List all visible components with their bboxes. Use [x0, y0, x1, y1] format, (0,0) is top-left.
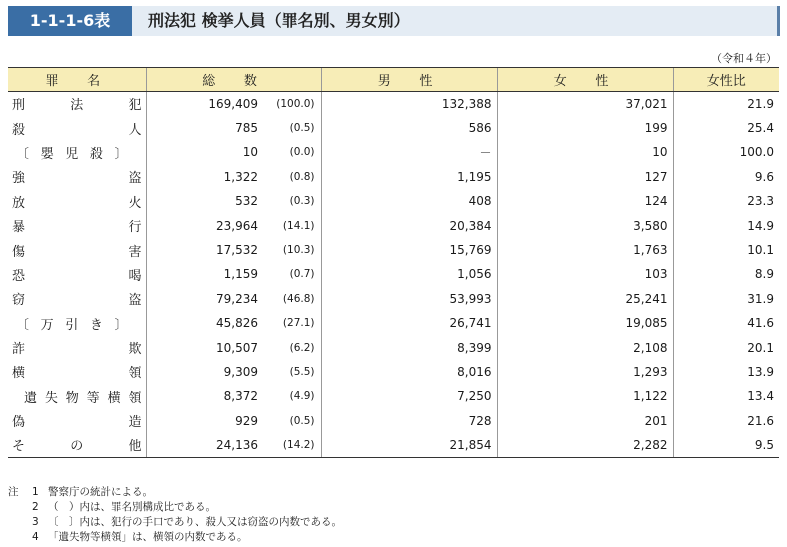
cell-total: 1,159	[223, 267, 258, 282]
cell-female: 19,085	[497, 311, 673, 335]
cell-male: 586	[321, 116, 497, 140]
cell-crime-name	[8, 311, 146, 335]
cell-female: 1,293	[497, 360, 673, 384]
cell-composition: (27.1)	[262, 311, 321, 335]
cell-crime-name	[8, 384, 146, 408]
crime-name-label: 詐 欺	[12, 342, 142, 358]
cell-female: 124	[497, 189, 673, 213]
cell-crime-name	[8, 165, 146, 189]
cell-crime-name	[8, 213, 146, 237]
table-row	[8, 384, 779, 408]
table-row	[8, 335, 779, 359]
cell-total: 532	[235, 194, 258, 209]
table-row	[8, 409, 779, 433]
crime-name-label: 殺 人	[12, 122, 142, 138]
cell-female: 1,763	[497, 238, 673, 262]
footnote-lead: 注	[8, 486, 19, 498]
cell-composition: (6.2)	[262, 335, 321, 359]
cell-male: 132,388	[321, 92, 497, 116]
table-row	[8, 189, 779, 213]
col-header-total: 総 数	[146, 68, 321, 92]
cell-crime-name	[8, 238, 146, 262]
cell-composition: (14.2)	[262, 433, 321, 457]
footnote-number: 3	[32, 516, 39, 528]
cell-female-ratio: 9.6	[754, 169, 774, 184]
crime-name-label: 刑 法 犯	[12, 98, 142, 114]
cell-total: 24,136	[146, 433, 262, 457]
cell-female-ratio: 41.6	[747, 316, 774, 331]
cell-female-ratio: 14.9	[747, 218, 774, 233]
footnote-number: 1	[32, 486, 39, 498]
cell-female-ratio: 8.9	[754, 267, 774, 282]
table-row	[8, 213, 779, 237]
cell-crime-name	[8, 360, 146, 384]
cell-composition: (0.3)	[262, 189, 321, 213]
cell-composition: (100.0)	[262, 92, 321, 116]
footnote-item	[8, 500, 342, 515]
cell-male: 53,993	[321, 287, 497, 311]
footnote-text: 〔 〕内は、犯行の手口であり、殺人又は窃盗の内数である。	[48, 516, 342, 528]
cell-total: 79,234	[216, 291, 258, 306]
cell-male: 1,195	[321, 165, 497, 189]
cell-total: 17,532	[216, 243, 258, 258]
table-row	[8, 262, 779, 286]
col-header-ratio: 女性比	[673, 68, 779, 92]
col-header-male: 男 性	[321, 68, 497, 92]
cell-female-ratio: 31.9	[747, 291, 774, 306]
cell-crime-name	[8, 287, 146, 311]
cell-crime-name	[8, 116, 146, 140]
cell-crime-name	[8, 92, 146, 116]
crime-name-label: 恐 喝	[12, 268, 142, 284]
table-row	[8, 360, 779, 384]
table-row	[8, 433, 779, 457]
cell-female-ratio: 100.0	[739, 145, 774, 160]
cell-crime-name	[8, 335, 146, 359]
cell-male: 21,854	[321, 433, 497, 457]
footnote-text: 警察庁の統計による。	[48, 486, 153, 498]
crime-name-label: 傷 害	[12, 244, 142, 260]
cell-female-ratio: 10.1	[747, 243, 774, 258]
crime-name-label: そ の 他	[12, 439, 142, 455]
cell-female: 199	[497, 116, 673, 140]
table-row	[8, 238, 779, 262]
cell-composition: (5.5)	[262, 360, 321, 384]
cell-male: 20,384	[321, 213, 497, 237]
cell-female: 103	[497, 262, 673, 286]
table-row	[8, 116, 779, 140]
cell-male: 15,769	[321, 238, 497, 262]
header-row	[8, 68, 779, 92]
cell-female: 10	[497, 140, 673, 164]
cell-male: 7,250	[321, 384, 497, 408]
cell-composition: (46.8)	[262, 287, 321, 311]
cell-female-ratio: 25.4	[747, 121, 774, 136]
cell-female: 1,122	[497, 384, 673, 408]
footnote-item	[8, 515, 342, 530]
cell-total: 23,964	[216, 218, 258, 233]
cell-female: 2,282	[497, 433, 673, 457]
cell-female: 25,241	[497, 287, 673, 311]
table-row	[8, 140, 779, 164]
footnote-item	[8, 530, 342, 545]
footnotes	[8, 485, 342, 545]
cell-composition: (0.5)	[262, 409, 321, 433]
col-header-female: 女 性	[497, 68, 673, 92]
col-header-name: 罪 名	[8, 68, 146, 92]
crime-name-label: 偽 造	[12, 415, 142, 431]
table-row	[8, 165, 779, 189]
cell-female-ratio: 9.5	[673, 433, 779, 457]
cell-total: 169,409	[208, 96, 258, 111]
title-bar	[8, 6, 780, 36]
cell-composition: (0.0)	[262, 140, 321, 164]
cell-female-ratio: 13.4	[747, 389, 774, 404]
arrest-table	[8, 67, 779, 458]
footnote-lead	[8, 515, 32, 530]
table-row	[8, 311, 779, 335]
cell-total: 10,507	[216, 340, 258, 355]
cell-composition: (0.8)	[262, 165, 321, 189]
cell-male: 1,056	[321, 262, 497, 286]
footnote-item	[8, 485, 342, 500]
cell-female-ratio: 20.1	[747, 340, 774, 355]
cell-male: 728	[321, 409, 497, 433]
cell-female: 3,580	[497, 213, 673, 237]
table-row	[8, 287, 779, 311]
footnote-number: 2	[32, 501, 39, 513]
cell-female: 37,021	[497, 92, 673, 116]
footnote-lead	[8, 530, 32, 545]
cell-total: 10	[242, 145, 258, 160]
cell-male: －	[321, 140, 497, 164]
cell-total: 1,322	[223, 169, 258, 184]
year-note: （令和４年）	[711, 52, 777, 65]
cell-total: 9,309	[223, 364, 258, 379]
crime-name-label: 窃 盗	[12, 293, 142, 309]
crime-name-label: 遺 失 物 等 横 領	[24, 390, 142, 406]
cell-crime-name	[8, 433, 146, 457]
table-body	[8, 92, 779, 458]
table-row	[8, 92, 779, 116]
cell-composition: (14.1)	[262, 213, 321, 237]
cell-total: 45,826	[216, 316, 258, 331]
cell-male: 26,741	[321, 311, 497, 335]
cell-composition: (0.7)	[262, 262, 321, 286]
footnote-text: （ ）内は、罪名別構成比である。	[48, 501, 216, 513]
cell-male: 8,399	[321, 335, 497, 359]
footnote-number: 4	[32, 531, 39, 543]
cell-total: 8,372	[223, 389, 258, 404]
cell-crime-name	[8, 409, 146, 433]
cell-female: 127	[497, 165, 673, 189]
cell-male: 408	[321, 189, 497, 213]
cell-male: 8,016	[321, 360, 497, 384]
cell-composition: (0.5)	[262, 116, 321, 140]
crime-name-label: 暴 行	[12, 220, 142, 236]
crime-name-label: 横 領	[12, 366, 142, 382]
cell-crime-name	[8, 189, 146, 213]
cell-composition: (4.9)	[262, 384, 321, 408]
cell-composition: (10.3)	[262, 238, 321, 262]
crime-name-label: 強 盗	[12, 171, 142, 187]
cell-female-ratio: 21.9	[747, 96, 774, 111]
cell-female-ratio: 23.3	[747, 194, 774, 209]
cell-female: 2,108	[497, 335, 673, 359]
cell-crime-name	[8, 140, 146, 164]
cell-total: 929	[235, 413, 258, 428]
cell-female-ratio: 13.9	[747, 364, 774, 379]
cell-total: 785	[235, 121, 258, 136]
cell-female-ratio: 21.6	[747, 413, 774, 428]
cell-female: 201	[497, 409, 673, 433]
footnote-lead	[8, 500, 32, 515]
page-title: 刑法犯 検挙人員（罪名別、男女別）	[148, 11, 410, 30]
cell-crime-name	[8, 262, 146, 286]
footnote-text: 「遺失物等横領」は、横領の内数である。	[48, 531, 248, 543]
table-number-badge: 1-1-1-6表	[8, 6, 132, 36]
crime-name-label: 〔 嬰 児 殺 〕	[16, 146, 128, 162]
crime-name-label: 放 火	[12, 195, 142, 211]
crime-name-label: 〔 万 引 き 〕	[16, 317, 128, 333]
